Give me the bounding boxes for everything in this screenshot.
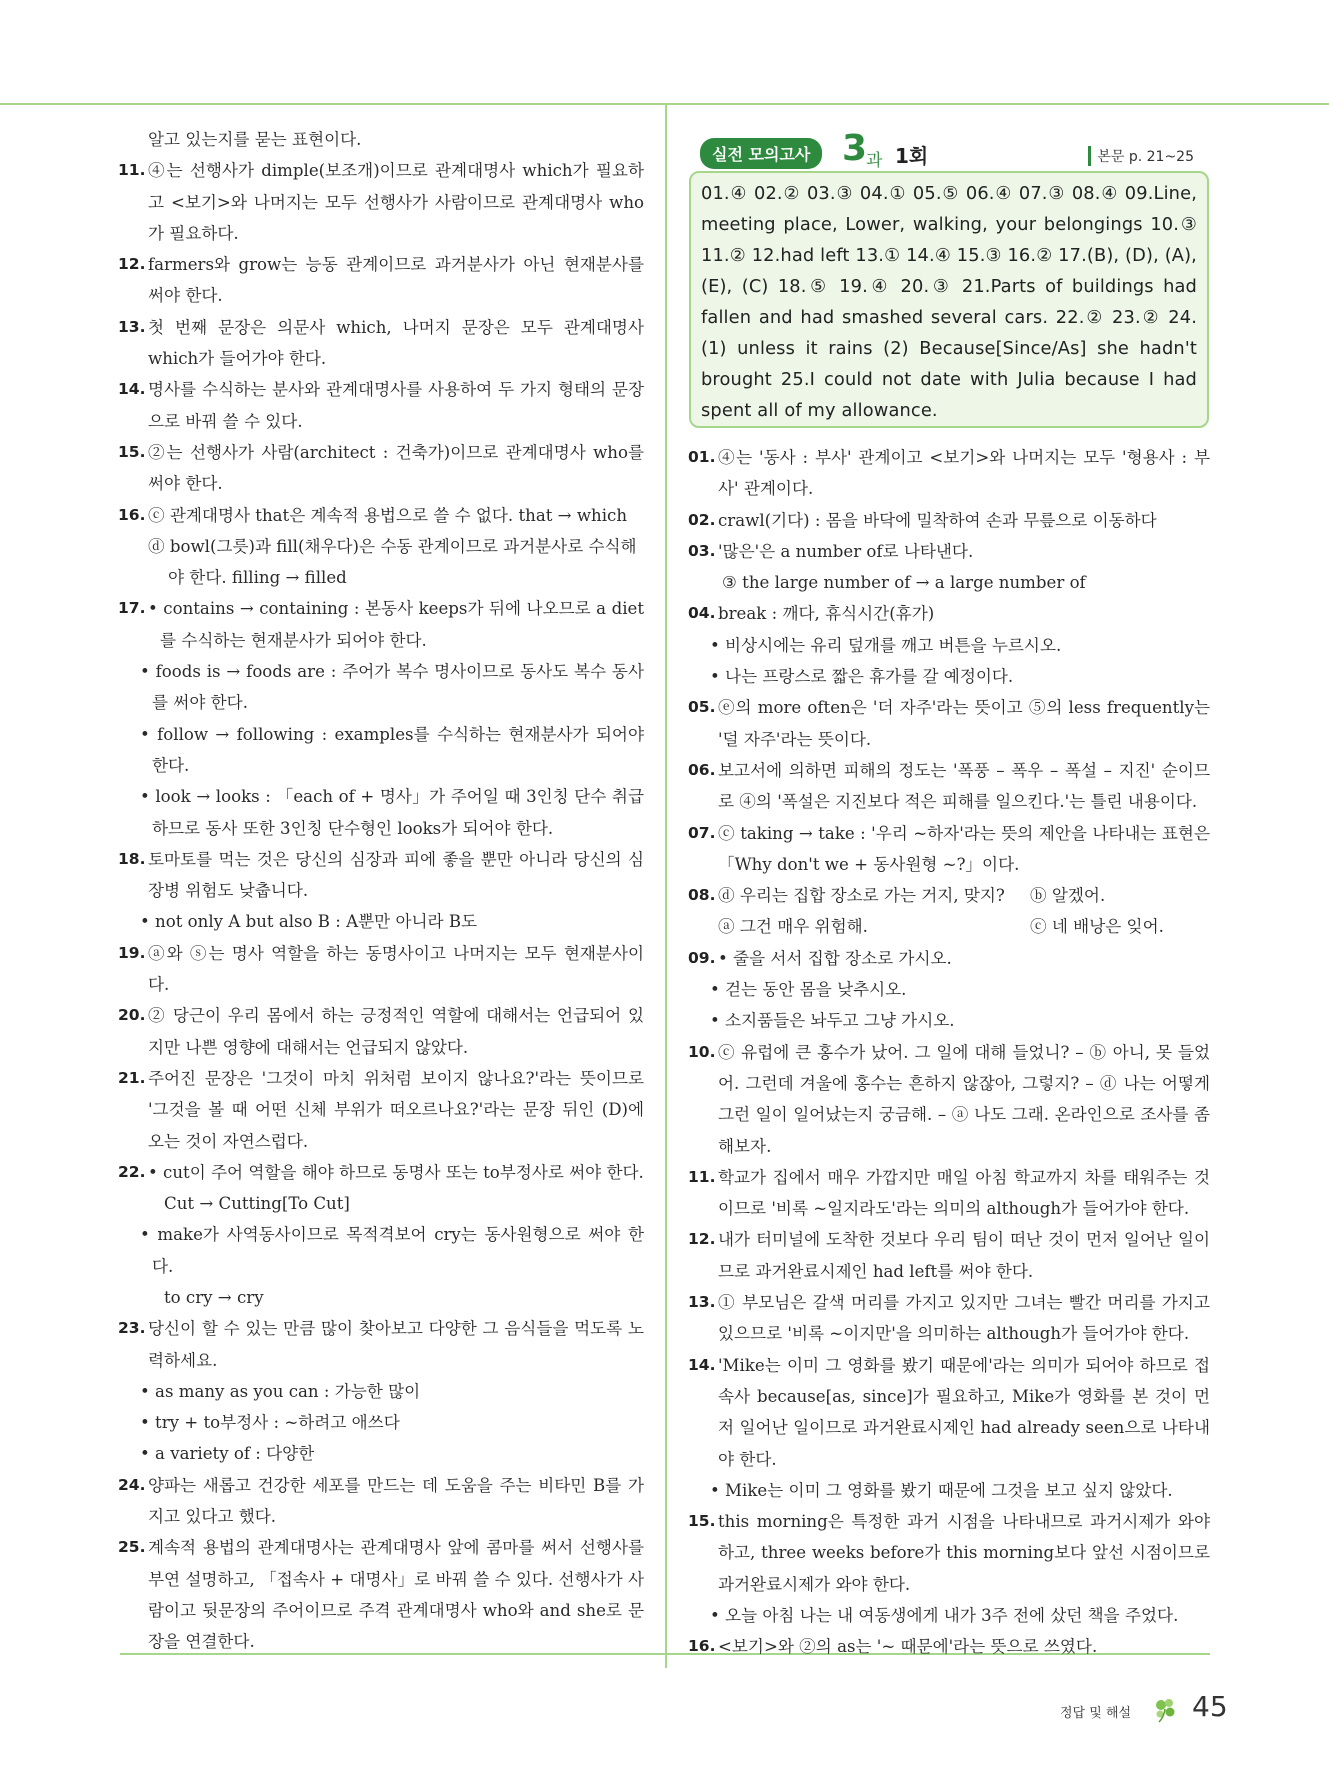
explanation-item xyxy=(688,1037,1210,1162)
explanation-item xyxy=(118,155,644,249)
item-text: 내가 터미널에 도착한 것보다 우리 팀이 떠난 것이 먼저 일어난 일이므로 과거완료시제인 had left를 써야 한다. xyxy=(718,1230,1210,1281)
item-number: 12. xyxy=(688,1230,716,1249)
item-text: <보기>와 ②의 as는 '~ 때문에'라는 뜻으로 쓰였다. xyxy=(718,1637,1098,1657)
explanation-item xyxy=(118,374,644,437)
item-number: 12. xyxy=(118,255,146,274)
item-text: farmers와 grow는 능동 관계이므로 과거분사가 아닌 현재분사를 써야 한다. xyxy=(148,255,644,306)
explanation-item xyxy=(118,1470,644,1533)
item-number: 16. xyxy=(688,1637,716,1656)
item-text: ⓒ taking → take : '우리 ~하자'라는 뜻의 제안을 나타내는 표현은 「Why don't we + 동사원형 ~?」이다. xyxy=(718,823,1210,874)
left-column xyxy=(118,124,644,1658)
explanation-item xyxy=(688,818,1210,881)
item-number: 04. xyxy=(688,604,716,623)
item-number: 16. xyxy=(118,505,146,524)
item-text: 보고서에 의하면 피해의 정도는 '폭풍 – 폭우 – 폭설 – 지진' 순이므로 ④의 '폭설은 지진보다 적은 피해를 일으킨다.'는 틀린 내용이다. xyxy=(718,760,1210,812)
explanation-item xyxy=(688,1350,1210,1475)
explanation-item xyxy=(118,249,644,312)
item-subline: ⓒ 네 배낭은 잊어. xyxy=(1030,917,1164,937)
item-number: 15. xyxy=(688,1512,716,1531)
answer-key-box: 01.④ 02.② 03.③ 04.① 05.⑤ 06.④ 07.③ 08.④ 09.Line, meeting place, Lower, walking, your belongings 10.③ 11.② 12.had left 13.① 14.④ 15.③ 16.② 17.(B), (D), (A), (E), (C) 18.⑤ 19.④ 20.③ 21.Parts of buildings had fallen and had smashed several cars. 22.② 23.② 24.(1) unless it rains (2) Because[Since/As] she hadn't brought 25.I could not date with Julia because I had spent all of my allowance. xyxy=(689,171,1209,428)
bullet-line: • 비상시에는 유리 덮개를 깨고 버튼을 누르시오. xyxy=(710,635,1062,655)
footer-label: 정답 및 해설 xyxy=(1060,1706,1132,1721)
item-number: 23. xyxy=(118,1319,146,1338)
item-text: '많은'은 a number of로 나타낸다. xyxy=(718,541,974,561)
item-number: 22. xyxy=(118,1162,146,1181)
bullet-line: • Mike는 이미 그 영화를 봤기 때문에 그것을 보고 싶지 않았다. xyxy=(710,1480,1173,1500)
item-number: 05. xyxy=(688,698,716,717)
explanation-item xyxy=(118,1063,644,1157)
explanation-item xyxy=(688,1506,1210,1600)
item-text: ② 당근이 우리 몸에서 하는 긍정적인 역할에 대해서는 언급되어 있지만 나쁜 영향에 대해서는 언급되지 않았다. xyxy=(148,1006,644,1057)
explanation-item xyxy=(688,755,1210,818)
explanation-item xyxy=(688,943,1210,974)
explanation-item xyxy=(688,692,1210,755)
explanation-item xyxy=(688,880,1210,911)
bullet-line: • 소지품들은 놔두고 그냥 가시오. xyxy=(710,1011,955,1031)
item-number: 24. xyxy=(118,1475,146,1494)
item-number: 02. xyxy=(688,510,716,529)
item-number: 15. xyxy=(118,442,146,461)
explanation-item xyxy=(688,1631,1210,1662)
item-number: 13. xyxy=(688,1293,716,1312)
explanation-item xyxy=(118,1000,644,1063)
item-number: 14. xyxy=(688,1355,716,1374)
explanation-item xyxy=(118,1313,644,1376)
item-text: 첫 번째 문장은 의문사 which, 나머지 문장은 모두 관계대명사 which가 들어가야 한다. xyxy=(148,317,644,369)
explanation-item xyxy=(118,844,644,907)
explanation-item xyxy=(118,593,644,656)
item-text: 계속적 용법의 관계대명사는 관계대명사 앞에 콤마를 써서 선행사를 부연 설명하고, 「접속사 + 대명사」로 바꿔 쓸 수 있다. 선행사가 사람이고 뒷문장의 주어이므로 주격 관계대명사 who와 and she로 문장을 연결한다. xyxy=(148,1538,644,1652)
item-text: ① 부모님은 갈색 머리를 가지고 있지만 그녀는 빨간 머리를 가지고 있으므로 '비록 ~이지만'을 의미하는 although가 들어가야 한다. xyxy=(718,1293,1210,1344)
column-divider xyxy=(665,103,667,1668)
explanation-item xyxy=(688,442,1210,505)
item-number: 17. xyxy=(118,599,146,618)
item-number: 11. xyxy=(688,1167,716,1186)
item-number: 19. xyxy=(118,943,146,962)
item-number: 18. xyxy=(118,849,146,868)
item-subline: 야 한다. filling → filled xyxy=(168,568,347,588)
bullet-line: • try + to부정사 : ~하려고 애쓰다 xyxy=(140,1413,400,1433)
explanation-item xyxy=(118,1532,644,1657)
item-number: 06. xyxy=(688,760,716,779)
item-text: ⓒ 관계대명사 that은 계속적 용법으로 쓸 수 없다. that → which xyxy=(148,505,628,525)
explanation-item xyxy=(118,437,644,500)
item-number: 13. xyxy=(118,317,146,336)
bullet-line: • foods is → foods are : 주어가 복수 명사이므로 동사도 복수 동사를 써야 한다. xyxy=(140,662,644,713)
item-number: 20. xyxy=(118,1006,146,1025)
item-subline: ⓓ bowl(그릇)과 fill(채우다)은 수동 관계이므로 과거분사로 수식해 xyxy=(148,536,637,556)
bullet-line: • 나는 프랑스로 짧은 휴가를 갈 예정이다. xyxy=(710,667,1014,687)
explanation-item xyxy=(688,598,1210,629)
lesson-number: 3 xyxy=(842,128,868,169)
item-text: 토마토를 먹는 것은 당신의 심장과 피에 좋을 뿐만 아니라 당신의 심장병 위험도 낮춥니다. xyxy=(148,849,644,901)
item-subline: ⓐ 그건 매우 위험해. xyxy=(718,917,868,937)
item-number: 11. xyxy=(118,161,146,180)
item-text: ⓔ의 more often은 '더 자주'라는 뜻이고 ⑤의 less frequently는 '덜 자주'라는 뜻이다. xyxy=(718,698,1210,749)
item-text: ⓐ와 ⓢ는 명사 역할을 하는 동명사이고 나머지는 모두 현재분사이다. xyxy=(148,943,644,995)
right-column xyxy=(688,442,1210,1663)
lesson-suffix: 과 xyxy=(866,151,883,171)
item-number: 01. xyxy=(688,448,716,466)
bullet-line: • as many as you can : 가능한 많이 xyxy=(140,1381,421,1401)
page-reference: 본문 p. 21~25 xyxy=(1088,146,1194,166)
item-text: ④는 '동사 : 부사' 관계이고 <보기>와 나머지는 모두 '형용사 : 부사' 관계이다. xyxy=(718,448,1210,499)
explanation-item xyxy=(118,500,644,531)
explanation-item xyxy=(118,1157,644,1188)
explanation-item xyxy=(688,505,1210,536)
bullet-line: • not only A but also B : A뿐만 아니라 B도 xyxy=(140,912,478,932)
item-subline-row xyxy=(688,911,1210,942)
bullet-line: • look → looks : 「each of + 명사」가 주어일 때 3인칭 단수 취급하므로 동사 또한 3인칭 단수형인 looks가 되어야 한다. xyxy=(140,787,644,838)
explanation-item xyxy=(688,536,1210,567)
item-number: 09. xyxy=(688,948,716,967)
item-text: ⓑ 알겠어. xyxy=(1030,886,1106,906)
explanation-item xyxy=(118,938,644,1001)
item-text: break : 깨다, 휴식시간(휴가) xyxy=(718,604,935,624)
item-number: 10. xyxy=(688,1042,716,1061)
item-text: 학교가 집에서 매우 가깝지만 매일 아침 학교까지 차를 태워주는 것이므로 '비록 ~일지라도'라는 의미의 although가 들어가야 한다. xyxy=(718,1167,1210,1219)
item-text: ⓓ 우리는 집합 장소로 가는 거지, 맞지? xyxy=(718,886,1005,906)
bullet-line: • 오늘 아침 나는 내 여동생에게 내가 3주 전에 샀던 책을 주었다. xyxy=(710,1605,1179,1625)
item-subline: Cut → Cutting[To Cut] xyxy=(164,1194,350,1214)
item-subline: ③ the large number of → a large number of xyxy=(722,573,1086,593)
item-text: ②는 선행사가 사람(architect : 건축가)이므로 관계대명사 who를 써야 한다. xyxy=(148,442,644,494)
bullet-line: • a variety of : 다양한 xyxy=(140,1444,315,1464)
item-number: 07. xyxy=(688,823,716,842)
exam-round: 1회 xyxy=(895,144,929,168)
explanation-item xyxy=(688,1162,1210,1225)
bullet-line: • follow → following : examples를 수식하는 현재분사가 되어야 한다. xyxy=(140,724,644,775)
explanation-item xyxy=(118,312,644,375)
item-number: 08. xyxy=(688,886,716,905)
explanation-item xyxy=(688,1287,1210,1350)
item-text: 명사를 수식하는 분사와 관계대명사를 사용하여 두 가지 형태의 문장으로 바꿔 쓸 수 있다. xyxy=(148,380,644,431)
bullet-line: • 걷는 동안 몸을 낮추시오. xyxy=(710,980,907,1000)
item-text: crawl(기다) : 몸을 바닥에 밀착하여 손과 무릎으로 이동하다 xyxy=(718,510,1157,530)
item-subline: to cry → cry xyxy=(164,1287,264,1307)
continuation-line: 알고 있는지를 묻는 표현이다. xyxy=(148,130,362,149)
exam-header xyxy=(700,128,1206,171)
item-text: • cut이 주어 역할을 해야 하므로 동명사 또는 to부정사로 써야 한다. xyxy=(148,1162,644,1182)
item-text: this morning은 특정한 과거 시점을 나타내므로 과거시제가 와야 하고, three weeks before가 this morning보다 앞선 시점이므로 과거완료시제가 와야 한다. xyxy=(718,1512,1210,1594)
item-number: 14. xyxy=(118,380,146,399)
item-number: 25. xyxy=(118,1538,146,1557)
leaf-clover-icon xyxy=(1150,1695,1180,1723)
item-text: ⓒ 유럽에 큰 홍수가 났어. 그 일에 대해 들었니? – ⓑ 아니, 못 들었어. 그런데 겨울에 홍수는 흔하지 않잖아, 그렇지? – ⓓ 나는 어떻게 그런 일이 일어났는지 궁금해. – ⓐ 나도 그래. 온라인으로 조사를 좀 해보자. xyxy=(718,1042,1210,1156)
bullet-line: • make가 사역동사이므로 목적격보어 cry는 동사원형으로 써야 한다. xyxy=(140,1225,644,1276)
item-number: 03. xyxy=(688,541,716,560)
page-number: 45 xyxy=(1192,1690,1228,1723)
item-number: 21. xyxy=(118,1068,146,1087)
item-text: ④는 선행사가 dimple(보조개)이므로 관계대명사 which가 필요하고 <보기>와 나머지는 모두 선행사가 사람이므로 관계대명사 who가 필요하다. xyxy=(148,161,644,243)
exam-badge: 실전 모의고사 xyxy=(700,138,822,169)
explanation-item xyxy=(688,1224,1210,1287)
item-text: 양파는 새롭고 건강한 세포를 만드는 데 도움을 주는 비타민 B를 가지고 있다고 했다. xyxy=(148,1475,644,1527)
item-text: 당신이 할 수 있는 만큼 많이 찾아보고 다양한 그 음식들을 먹도록 노력하세요. xyxy=(148,1319,644,1370)
item-text: • 줄을 서서 집합 장소로 가시오. xyxy=(718,948,952,968)
item-text: • contains → containing : 본동사 keeps가 뒤에 나오므로 a diet를 수식하는 현재분사가 되어야 한다. xyxy=(148,599,644,650)
item-text: 'Mike는 이미 그 영화를 봤기 때문에'라는 의미가 되어야 하므로 접속사 because[as, since]가 필요하고, Mike가 영화를 본 것이 먼저 일어난 일이므로 과거완료시제인 had already seen으로 나타내야 한다. xyxy=(718,1355,1210,1469)
item-text: 주어진 문장은 '그것이 마치 위처럼 보이지 않나요?'라는 뜻이므로 '그것을 볼 때 어떤 신체 부위가 떠오르나요?'라는 문장 뒤인 (D)에 오는 것이 자연스럽다. xyxy=(148,1068,644,1151)
